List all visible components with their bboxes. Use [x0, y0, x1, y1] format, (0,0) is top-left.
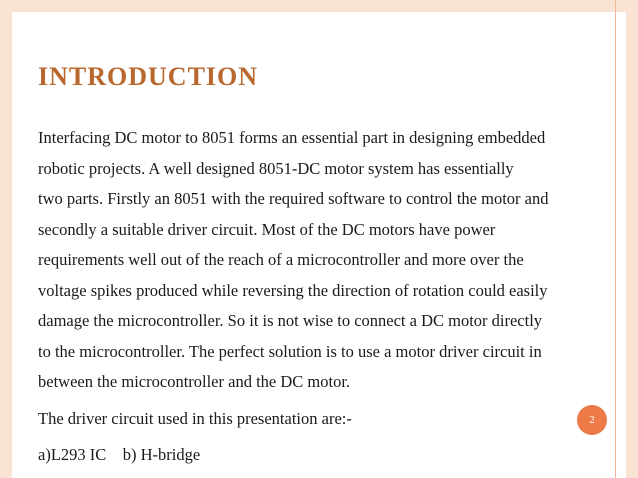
slide-body [38, 123, 598, 471]
paragraph-line: robotic projects. A well designed 8051-DC motor system has essentially [38, 158, 514, 178]
paragraph-line: between the microcontroller and the DC motor. [38, 372, 351, 391]
top-border [0, 0, 638, 12]
paragraph-line: two parts. Firstly an 8051 with the required software to control the motor and [38, 189, 549, 208]
paragraph-line: secondly a suitable driver circuit. Most of the DC motors have power [38, 219, 496, 239]
page-number-badge: 2 [577, 405, 607, 435]
left-border [0, 0, 12, 478]
paragraph-line: requirements well out of the reach of a microcontroller and more over the [38, 250, 524, 269]
options-line: a)L293 IC b) H-bridge [38, 445, 201, 464]
paragraph-line: to the microcontroller. The perfect solution is to use a motor driver circuit in [38, 341, 542, 361]
driver-line: The driver circuit used in this presentation are:- [38, 408, 352, 428]
paragraph-line: Interfacing DC motor to 8051 forms an essential part in designing embedded [38, 128, 546, 147]
slide-title: INTRODUCTION [38, 62, 259, 91]
paragraph-line: damage the microcontroller. So it is not wise to connect a DC motor directly [38, 311, 543, 330]
right-border [626, 0, 638, 478]
paragraph-line: voltage spikes produced while reversing the direction of rotation could easily [38, 280, 548, 300]
vertical-rule [615, 0, 616, 478]
